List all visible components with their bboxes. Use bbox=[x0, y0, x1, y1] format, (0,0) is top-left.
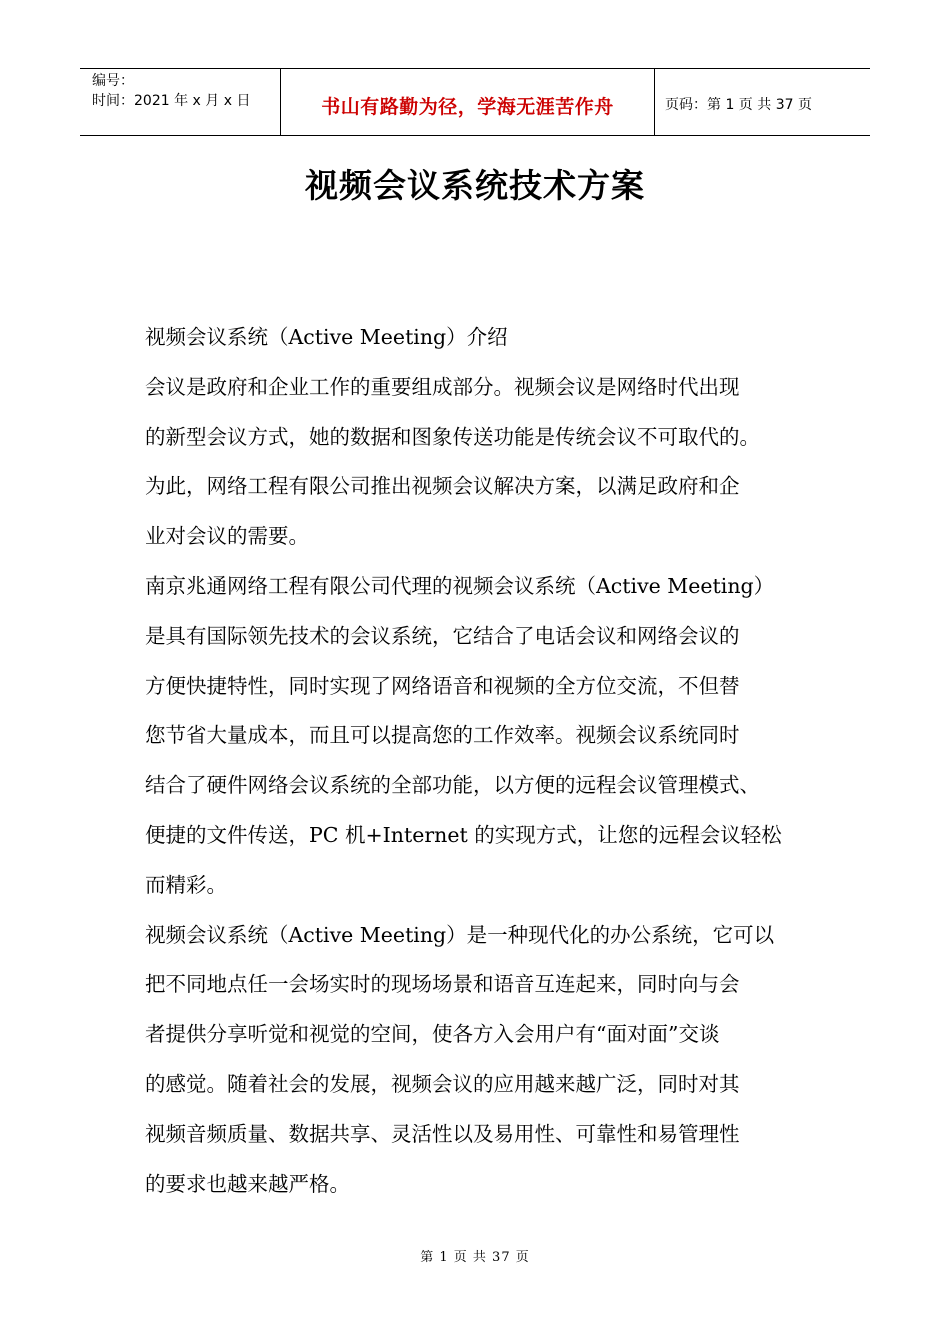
page-footer: 第 1 页 共 37 页 bbox=[420, 1250, 530, 1265]
page-code: 页码：第 1 页 共 37 页 bbox=[665, 97, 812, 113]
header-meta bbox=[80, 69, 281, 135]
body-line: 业对会议的需要。 bbox=[145, 524, 309, 549]
body-line: 的新型会议方式，她的数据和图象传送功能是传统会议不可取代的。 bbox=[145, 424, 760, 449]
document-body bbox=[145, 313, 810, 1209]
body-line: 结合了硬件网络会议系统的全部功能，以方便的远程会议管理模式、 bbox=[145, 773, 760, 798]
body-line: 而精彩。 bbox=[145, 872, 227, 897]
body-line: 视频会议系统（Active Meeting）是一种现代化的办公系统，它可以 bbox=[145, 922, 775, 947]
document-title: 视频会议系统技术方案 bbox=[305, 166, 645, 205]
date-line: 时间：2021 年 x 月 x 日 bbox=[92, 93, 251, 109]
body-line: 您节省大量成本，而且可以提高您的工作效率。视频会议系统同时 bbox=[145, 723, 740, 748]
body-line: 视频会议系统（Active Meeting）介绍 bbox=[145, 325, 508, 349]
body-line: 为此，网络工程有限公司推出视频会议解决方案，以满足政府和企 bbox=[145, 474, 740, 499]
header-page-code bbox=[655, 69, 870, 135]
body-line: 会议是政府和企业工作的重要组成部分。视频会议是网络时代出现 bbox=[145, 374, 740, 399]
body-line: 是具有国际领先技术的会议系统，它结合了电话会议和网络会议的 bbox=[145, 623, 740, 648]
body-line: 的感觉。随着社会的发展，视频会议的应用越来越广泛，同时对其 bbox=[145, 1071, 740, 1096]
body-line: 的要求也越来越严格。 bbox=[145, 1171, 350, 1196]
header-motto-cell bbox=[281, 69, 655, 135]
document-header bbox=[80, 68, 870, 136]
number-label: 编号： bbox=[92, 73, 134, 89]
body-line: 南京兆通网络工程有限公司代理的视频会议系统（Active Meeting） bbox=[145, 573, 775, 598]
body-line: 视频音频质量、数据共享、灵活性以及易用性、可靠性和易管理性 bbox=[145, 1121, 740, 1146]
motto: 书山有路勤为径，学海无涯苦作舟 bbox=[321, 95, 614, 118]
body-line: 者提供分享听觉和视觉的空间，使各方入会用户有“面对面”交谈 bbox=[145, 1022, 720, 1047]
body-line: 便捷的文件传送，PC 机+Internet 的实现方式，让您的远程会议轻松 bbox=[145, 822, 782, 847]
body-line: 方便快捷特性，同时实现了网络语音和视频的全方位交流，不但替 bbox=[145, 673, 740, 698]
body-line: 把不同地点任一会场实时的现场场景和语音互连起来，同时向与会 bbox=[145, 972, 740, 997]
